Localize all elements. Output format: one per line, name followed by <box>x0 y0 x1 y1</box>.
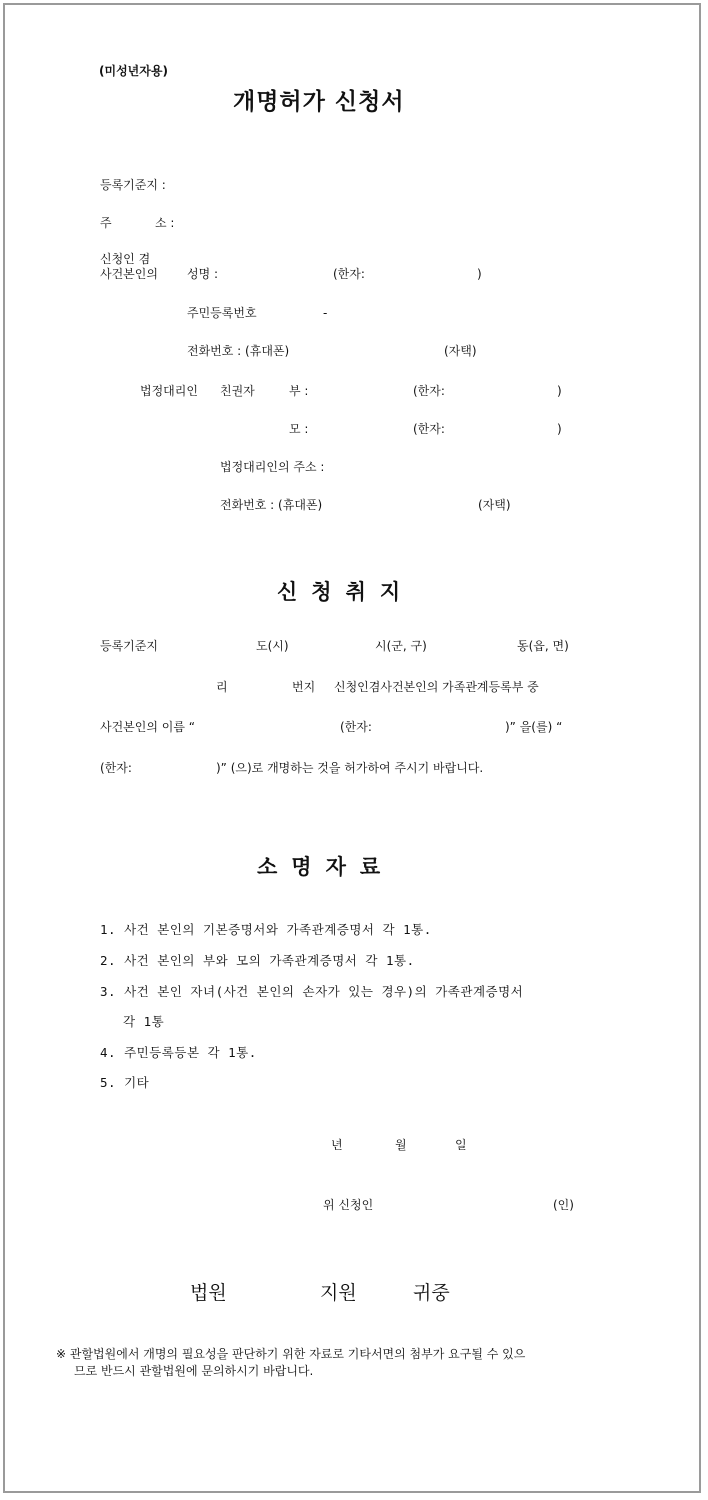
name-hanja-label: (한자: <box>333 267 365 281</box>
address-label-ju: 주 <box>100 216 112 230</box>
purpose-dong: 동(읍, 면) <box>517 639 569 653</box>
father-label: 부 : <box>289 384 309 398</box>
legal-rep-label: 법정대리인 <box>140 384 198 398</box>
father-hanja-label: (한자: <box>413 384 445 398</box>
applicant-label-line1: 신청인 겸 <box>100 252 151 266</box>
evidence-item-5: 5. 기타 <box>100 1075 150 1090</box>
father-hanja-close: ) <box>557 384 562 398</box>
purpose-registry-text: 신청인겸사건본인의 가족관계등록부 중 <box>334 680 539 694</box>
guardian-label: 친권자 <box>220 384 255 398</box>
applicant-label-line2: 사건본인의 <box>100 267 158 281</box>
purpose-reg-base: 등록기준지 <box>100 639 158 653</box>
notice-line-1: ※ 관할법원에서 개명의 필요성을 판단하기 위한 자료로 기타서면의 첨부가 요구될 수 있으 <box>56 1347 526 1361</box>
signature-seal: (인) <box>553 1198 574 1212</box>
purpose-si: 시(군, 구) <box>375 639 427 653</box>
name-hanja-close: ) <box>477 267 482 281</box>
evidence-heading: 소명자료 <box>257 855 395 879</box>
date-year: 년 <box>331 1138 343 1152</box>
purpose-do: 도(시) <box>256 639 289 653</box>
home-phone-label: (자택) <box>444 344 477 358</box>
purpose-old-name-hanja: (한자: <box>340 720 372 734</box>
legal-rep-address-label: 법정대리인의 주소 : <box>220 460 325 474</box>
signature-applicant: 위 신청인 <box>323 1198 374 1212</box>
date-month: 월 <box>395 1138 407 1152</box>
purpose-bunji: 번지 <box>292 680 316 694</box>
evidence-item-1: 1. 사건 본인의 기본증명서와 가족관계증명서 각 1통. <box>100 922 432 937</box>
date-day: 일 <box>455 1138 467 1152</box>
purpose-name-label: 사건본인의 이름 “ <box>100 720 195 734</box>
legal-rep-home-label: (자택) <box>478 498 511 512</box>
name-label: 성명 : <box>187 267 219 281</box>
evidence-item-3-cont: 각 1통 <box>123 1014 165 1029</box>
phone-label: 전화번호 : (휴대폰) <box>187 344 290 358</box>
address-label-so: 소 : <box>155 216 175 230</box>
court-honorific: 귀중 <box>413 1282 450 1304</box>
evidence-item-4: 4. 주민등록등본 각 1통. <box>100 1045 257 1060</box>
reg-base-label: 등록기준지 : <box>100 178 166 192</box>
mother-hanja-label: (한자: <box>413 422 445 436</box>
purpose-request-text: )” (으)로 개명하는 것을 허가하여 주시기 바랍니다. <box>216 761 484 775</box>
evidence-item-3: 3. 사건 본인 자녀(사건 본인의 손자가 있는 경우)의 가족관계증명서 <box>100 984 524 999</box>
court-branch: 지원 <box>320 1282 357 1304</box>
purpose-ri: 리 <box>216 680 228 694</box>
form-subtitle: (미성년자용) <box>99 64 168 78</box>
mother-hanja-close: ) <box>557 422 562 436</box>
evidence-item-2: 2. 사건 본인의 부와 모의 가족관계증명서 각 1통. <box>100 953 415 968</box>
form-title: 개명허가 신청서 <box>233 89 405 115</box>
rrn-dash: - <box>323 306 328 320</box>
court-name: 법원 <box>190 1282 227 1304</box>
purpose-new-name-hanja: (한자: <box>100 761 132 775</box>
notice-line-2: 므로 반드시 관할법원에 문의하시기 바랍니다. <box>74 1364 314 1378</box>
purpose-heading: 신청취지 <box>277 580 415 604</box>
legal-rep-phone-label: 전화번호 : (휴대폰) <box>220 498 323 512</box>
rrn-label: 주민등록번호 <box>187 306 257 320</box>
purpose-old-name-end: )” 을(를) “ <box>505 720 563 734</box>
mother-label: 모 : <box>289 422 309 436</box>
